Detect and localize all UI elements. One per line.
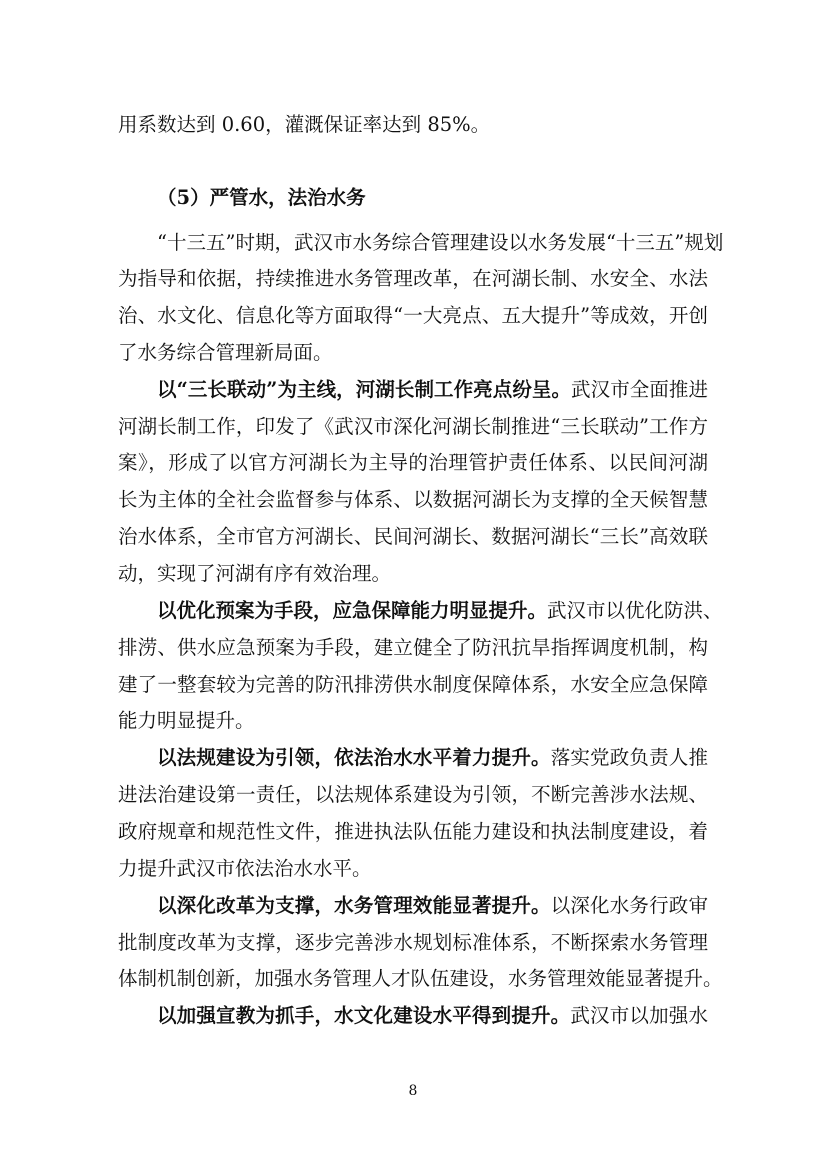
paragraph-text: 武汉市以加强水: [570, 1004, 708, 1027]
paragraph-line: 河湖长制工作，印发了《武汉市深化河湖长制推进“三长联动”工作方: [118, 415, 708, 438]
paragraph-line: [157, 599, 723, 623]
paragraph-lead: 以加强宣教为抓手，水文化建设水平得到提升。: [157, 1004, 571, 1027]
paragraph-line: 了水务综合管理新局面。: [118, 341, 333, 364]
paragraph-line: 进法治建设第一责任，以法规体系建设为引领，不断完善涉水法规、: [118, 783, 708, 806]
page-number: 8: [408, 1083, 418, 1099]
paragraph-line: “十三五”时期，武汉市水务综合管理建设以水务发展“十三五”规划: [157, 231, 724, 254]
paragraph-lead: 以法规建设为引领，依法治水水平着力提升。: [157, 746, 551, 769]
paragraph-line: 建了一整套较为完善的防汛排涝供水制度保障体系，水安全应急保障: [118, 673, 708, 696]
paragraph-line: [157, 378, 708, 402]
paragraph-line: 治、水文化、信息化等方面取得“一大亮点、五大提升”等成效，开创: [118, 304, 708, 327]
paragraph-line: 治水体系，全市官方河湖长、民间河湖长、数据河湖长“三长”高效联: [118, 525, 708, 548]
paragraph-line: 政府规章和规范性文件，推进执法队伍能力建设和执法制度建设，着: [118, 820, 708, 843]
paragraph-text: 武汉市全面推进: [571, 378, 708, 401]
paragraph-lead: 以深化改革为支撑，水务管理效能显著提升。: [157, 894, 551, 917]
paragraph-line: 排涝、供水应急预案为手段，建立健全了防汛抗旱指挥调度机制，构: [118, 636, 708, 659]
paragraph-text: 以深化水务行政审: [550, 894, 708, 917]
paragraph-line: 长为主体的全社会监督参与体系、以数据河湖长为支撑的全天候智慧: [118, 488, 708, 511]
paragraph-lead: 以“三长联动”为主线，河湖长制工作亮点纷呈。: [157, 378, 572, 401]
paragraph-line: [157, 894, 708, 918]
section-heading: （5）严管水，法治水务: [157, 186, 366, 209]
paragraph-line: [157, 1004, 708, 1028]
paragraph-text: 落实党政负责人推: [550, 746, 708, 769]
paragraph-line: [157, 746, 708, 770]
paragraph-line: 为指导和依据，持续推进水务管理改革，在河湖长制、水安全、水法: [118, 267, 708, 290]
paragraph-lead: 以优化预案为手段，应急保障能力明显提升。: [157, 599, 548, 622]
paragraph-text: 武汉市以优化防洪、: [547, 599, 723, 622]
carryover-line: 用系数达到 0.60，灌溉保证率达到 85%。: [118, 113, 491, 136]
paragraph-line: 案》，形成了以官方河湖长为主导的治理管护责任体系、以民间河湖: [118, 451, 708, 474]
paragraph-line: 批制度改革为支撑，逐步完善涉水规划标准体系，不断探索水务管理: [118, 931, 708, 954]
paragraph-line: 体制机制创新，加强水务管理人才队伍建设，水务管理效能显著提升。: [118, 967, 723, 990]
paragraph-line: 力提升武汉市依法治水水平。: [118, 857, 372, 880]
paragraph-line: 动，实现了河湖有序有效治理。: [118, 562, 392, 585]
paragraph-line: 能力明显提升。: [118, 709, 255, 732]
